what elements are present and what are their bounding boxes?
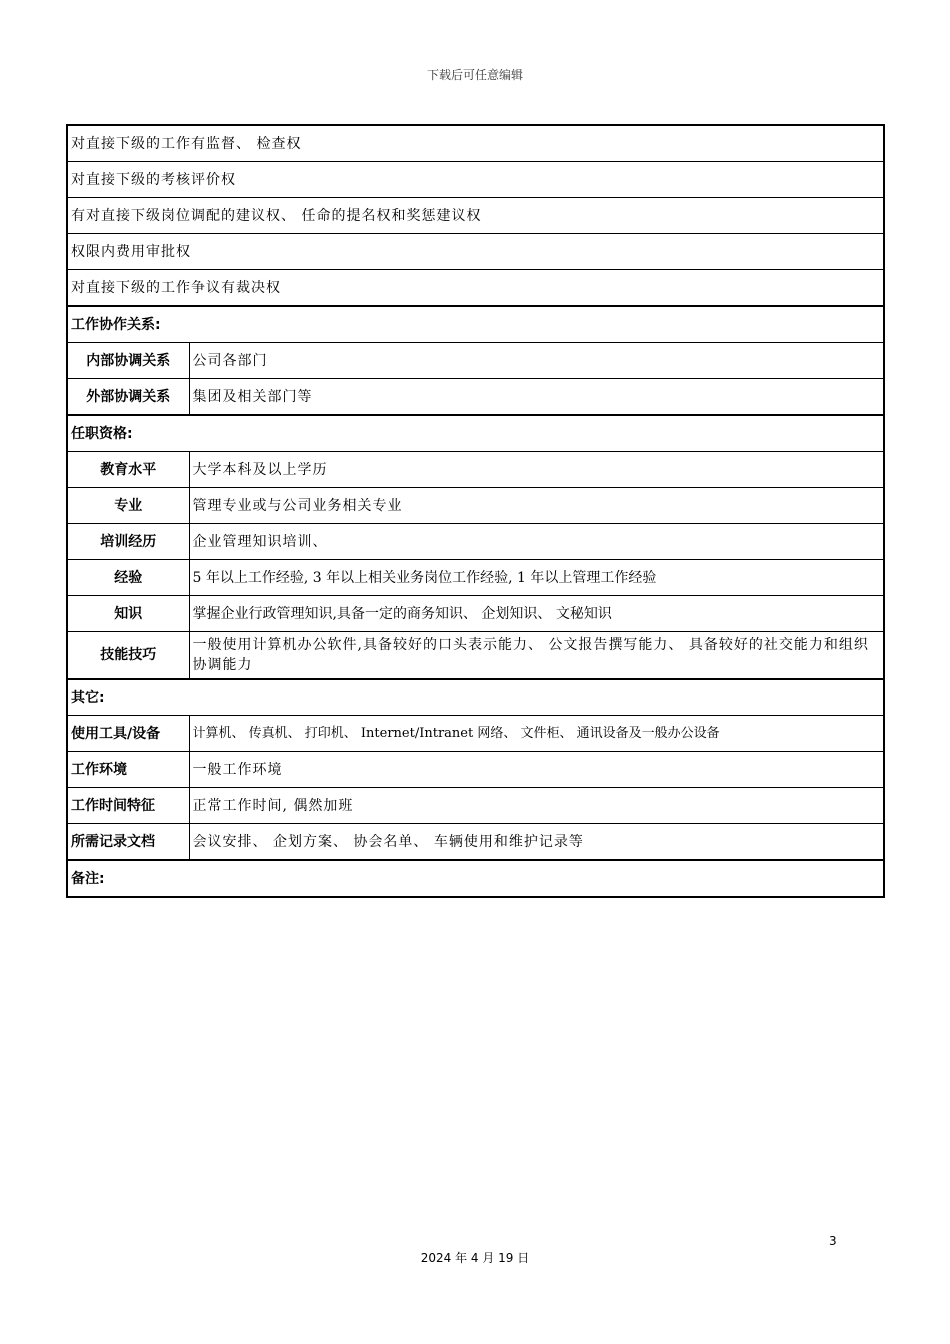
education-row [67,452,884,488]
training-row [67,524,884,560]
authority-text: 对直接下级的工作有监督、 检查权 [67,125,884,162]
external-coordination-row [67,379,884,416]
internal-coordination-row [67,343,884,379]
page-number: 3 [829,1234,837,1248]
experience-row [67,560,884,596]
environment-row [67,752,884,788]
field-value: 管理专业或与公司业务相关专业 [189,488,884,524]
field-value: 大学本科及以上学历 [189,452,884,488]
field-label: 所需记录文档 [67,824,189,861]
skills-row [67,632,884,680]
field-label: 工作环境 [67,752,189,788]
field-label: 内部协调关系 [67,343,189,379]
job-description-table [66,124,885,898]
section-title: 工作协作关系: [67,306,884,343]
section-title: 任职资格: [67,415,884,452]
field-label: 教育水平 [67,452,189,488]
authority-row [67,162,884,198]
field-value: 正常工作时间, 偶然加班 [189,788,884,824]
section-collaboration [67,306,884,343]
field-label: 经验 [67,560,189,596]
footer-date: 2024 年 4 月 19 日 [420,1251,530,1265]
field-value: 公司各部门 [189,343,884,379]
authority-text: 有对直接下级岗位调配的建议权、 任命的提名权和奖惩建议权 [67,198,884,234]
section-other [67,679,884,716]
section-title: 其它: [67,679,884,716]
field-value: 集团及相关部门等 [189,379,884,416]
field-value: 掌握企业行政管理知识,具备一定的商务知识、 企划知识、 文秘知识 [189,596,884,632]
field-value: 企业管理知识培训、 [189,524,884,560]
tools-row [67,716,884,752]
records-row [67,824,884,861]
field-label: 使用工具/设备 [67,716,189,752]
header-note: 下载后可任意编辑 [426,68,523,82]
field-value: 会议安排、 企划方案、 协会名单、 车辆使用和维护记录等 [189,824,884,861]
field-value: 一般使用计算机办公软件,具备较好的口头表示能力、 公文报告撰写能力、 具备较好的社交能力和组织协调能力 [189,632,884,680]
authority-text: 权限内费用审批权 [67,234,884,270]
section-remarks [67,860,884,897]
authority-row [67,234,884,270]
field-label: 外部协调关系 [67,379,189,416]
authority-row [67,270,884,307]
section-title: 备注: [67,860,884,897]
major-row [67,488,884,524]
section-qualifications [67,415,884,452]
authority-row [67,125,884,162]
authority-text: 对直接下级的工作争议有裁决权 [67,270,884,307]
field-label: 培训经历 [67,524,189,560]
field-label: 技能技巧 [67,632,189,680]
field-label: 工作时间特征 [67,788,189,824]
field-value: 计算机、 传真机、 打印机、 Internet/Intranet 网络、 文件柜、 通讯设备及一般办公设备 [189,716,884,752]
work-time-row [67,788,884,824]
field-label: 专业 [67,488,189,524]
authority-text: 对直接下级的考核评价权 [67,162,884,198]
knowledge-row [67,596,884,632]
authority-row [67,198,884,234]
field-value: 一般工作环境 [189,752,884,788]
field-value: 5 年以上工作经验, 3 年以上相关业务岗位工作经验, 1 年以上管理工作经验 [189,560,884,596]
field-label: 知识 [67,596,189,632]
